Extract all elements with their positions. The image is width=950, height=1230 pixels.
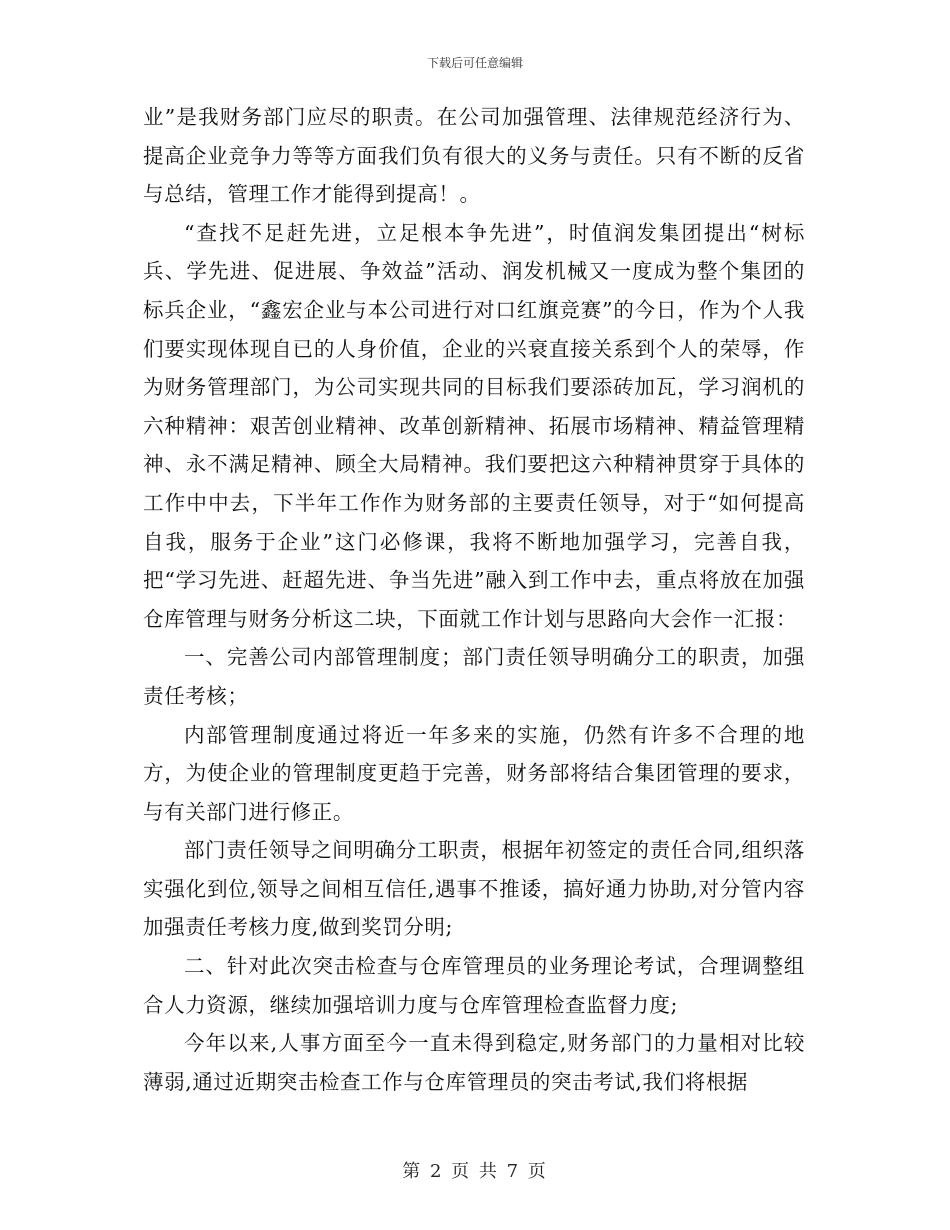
paragraph-2: “查找不足赶先进，立足根本争先进”，时值润发集团提出“树标兵、学先进、促进展、争效益”活动、润发机械又一度成为整个集团的标兵企业，“鑫宏企业与本公司进行对口红旗竞赛”的今日，作为个人我们要实现体现自已的人身价值，企业的兴衰直接关系到个人的荣辱，作为财务管理部门，为公司实现共同的目标我们要添砖加瓦，学习润机的六种精神：艰苦创业精神、改革创新精神、拓展市场精神、精益管理精神、永不满足精神、顾全大局精神。我们要把这六种精神贯穿于具体的工作中中去，下半年工作作为财务部的主要责任领导，对于“如何提高自我，服务于企业”这门必修课，我将不断地加强学习，完善自我，把“学习先进、赶超先进、争当先进”融入到工作中去，重点将放在加强仓库管理与财务分析这二块，下面就工作计划与思路向大会作一汇报：: [143, 220, 805, 631]
paragraph-3: 一、完善公司内部管理制度；部门责任领导明确分工的职责，加强责任考核；: [143, 645, 805, 708]
page-header: 下载后可任意编辑: [426, 56, 523, 70]
paragraph-7: 今年以来,人事方面至今一直未得到稳定,财务部门的力量相对比较薄弱,通过近期突击检查工作与仓库管理员的突击考试,我们将根据: [143, 1031, 805, 1094]
document-body: [143, 98, 805, 1101]
page-footer: 第 2 页 共 7 页: [402, 1161, 548, 1182]
paragraph-1: 业”是我财务部门应尽的职责。在公司加强管理、法律规范经济行为、提高企业竞争力等等方面我们负有很大的义务与责任。只有不断的反省与总结，管理工作才能得到提高！。: [143, 105, 805, 207]
paragraph-5: 部门责任领导之间明确分工职责，根据年初签定的责任合同,组织落实强化到位,领导之间相互信任,遇事不推诿，搞好通力协助,对分管内容加强责任考核力度,做到奖罚分明;: [143, 838, 805, 940]
paragraph-4: 内部管理制度通过将近一年多来的实施，仍然有许多不合理的地方，为使企业的管理制度更趋于完善，财务部将结合集团管理的要求，与有关部门进行修正。: [143, 722, 805, 824]
paragraph-6: 二、针对此次突击检查与仓库管理员的业务理论考试，合理调整组合人力资源，继续加强培训力度与仓库管理检查监督力度;: [143, 954, 805, 1017]
